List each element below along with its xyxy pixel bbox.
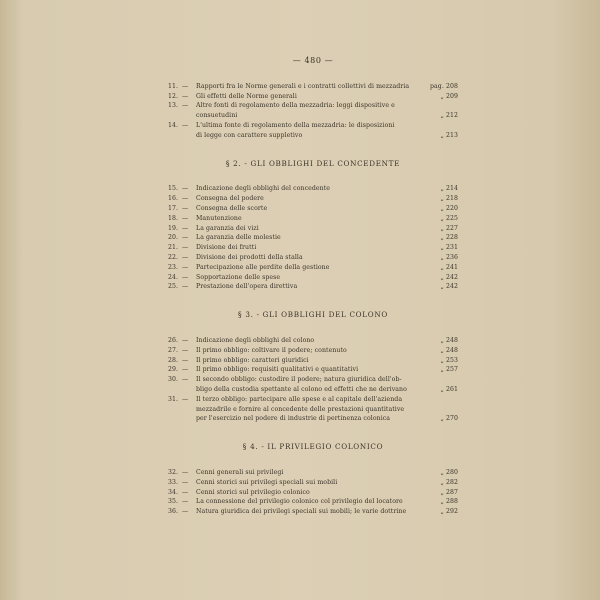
entry-dash: —: [182, 102, 189, 110]
entry-title: Partecipazione alle perdite della gestione: [196, 263, 330, 271]
entry-dash: —: [182, 376, 189, 384]
toc-entry: [168, 497, 458, 507]
entry-title: Divisione dei prodotti della stalla: [196, 253, 303, 261]
entry-dash: —: [182, 253, 189, 261]
toc-entry-line: [168, 194, 458, 204]
entry-dash: —: [182, 336, 189, 344]
entry-title: Il primo obbligo: requisiti qualitativi e quantitativi: [196, 366, 359, 374]
toc-entry: [168, 263, 458, 273]
entry-title: Altre fonti di regolamento della mezzadria: leggi dispositive e: [196, 102, 395, 110]
toc-entry-line: [168, 405, 458, 415]
toc-entry-line: [168, 101, 458, 111]
entry-title: consuetudini: [196, 112, 238, 120]
toc-entry-line: [168, 204, 458, 214]
toc-entry-line: [168, 214, 458, 224]
entry-page-ref: „ 220: [440, 204, 458, 212]
entry-page-ref: pag. 208: [430, 82, 458, 90]
toc-entry: [168, 365, 458, 375]
entry-number: 31.: [168, 395, 179, 403]
toc-entry: [168, 273, 458, 283]
toc-entry: [168, 468, 458, 478]
entry-dash: —: [182, 234, 189, 242]
entry-number: 29.: [168, 366, 179, 374]
entry-number: 13.: [168, 102, 179, 110]
toc-entry-line: [168, 356, 458, 366]
entry-title: Indicazione degli obblighi del concedente: [196, 185, 331, 193]
toc-entry-line: [168, 488, 458, 498]
toc-entry-line: [168, 111, 458, 121]
toc-entry: [168, 282, 458, 292]
entry-dash: —: [182, 356, 189, 364]
entry-number: 15.: [168, 185, 179, 193]
entry-number: 33.: [168, 478, 179, 486]
toc-entry: [168, 121, 458, 141]
toc-entry: [168, 184, 458, 194]
entry-title: Cenni storici sui privilegi speciali sui mobili: [196, 478, 338, 486]
entry-number: 30.: [168, 376, 179, 384]
entry-title: bligo della custodia spettante al colono ed effetti che ne derivano: [196, 385, 407, 393]
entry-dash: —: [182, 224, 189, 232]
toc-entry-line: [168, 385, 458, 395]
entry-title: Natura giuridica dei privilegi speciali sui mobili; le varie dottrine: [196, 508, 407, 516]
toc-entry: [168, 224, 458, 234]
toc-entry: [168, 507, 458, 517]
entry-number: 36.: [168, 508, 179, 516]
entry-title: Divisione dei frutti: [196, 244, 257, 252]
entry-dash: —: [182, 185, 189, 193]
entry-page-ref: „ 242: [440, 283, 458, 291]
entry-number: 27.: [168, 346, 179, 354]
toc-entry-line: [168, 282, 458, 292]
entry-dash: —: [182, 82, 189, 90]
entry-page-ref: „ 280: [440, 468, 458, 476]
entry-page-ref: „ 228: [440, 234, 458, 242]
entry-title: di legge con carattere suppletivo: [196, 131, 303, 139]
toc-entry: [168, 488, 458, 498]
entry-title: Il primo obbligo: coltivare il podere; contenuto: [196, 346, 347, 354]
toc-section: [168, 442, 458, 517]
entry-number: 21.: [168, 244, 179, 252]
entry-dash: —: [182, 273, 189, 281]
entry-page-ref: „ 213: [440, 131, 458, 139]
toc-entry-line: [168, 92, 458, 102]
entry-number: 22.: [168, 253, 179, 261]
toc-entry: [168, 346, 458, 356]
entry-page-ref: „ 248: [440, 346, 458, 354]
entry-page-ref: „ 248: [440, 336, 458, 344]
entry-dash: —: [182, 214, 189, 222]
entry-title: Indicazione degli obblighi del colono: [196, 336, 315, 344]
entry-page-ref: „ 209: [440, 92, 458, 100]
toc-sections: [168, 82, 458, 517]
entry-page-ref: „ 231: [440, 244, 458, 252]
section-heading: § 2. - GLI OBBLIGHI DEL CONCEDENTE: [225, 158, 401, 168]
entry-number: 28.: [168, 356, 179, 364]
toc-section: [168, 159, 458, 293]
entry-dash: —: [182, 468, 189, 476]
entry-dash: —: [182, 366, 189, 374]
entry-page-ref: „ 257: [440, 366, 458, 374]
toc-entry: [168, 194, 458, 204]
entry-title: Il secondo obbligo: custodire il podere; natura giuridica dell'ob-: [196, 376, 402, 384]
entry-page-ref: „ 270: [440, 415, 458, 423]
toc-entry: [168, 214, 458, 224]
entry-number: 11.: [168, 82, 179, 90]
entry-dash: —: [182, 508, 189, 516]
entry-dash: —: [182, 346, 189, 354]
entry-page-ref: „ 218: [440, 195, 458, 203]
entry-title: mezzadrile e fornire al concedente delle prestazioni quantitative: [196, 405, 405, 413]
toc-entry-line: [168, 346, 458, 356]
toc-entry-line: [168, 478, 458, 488]
toc-entry-line: [168, 507, 458, 517]
entry-number: 16.: [168, 195, 179, 203]
entry-dash: —: [182, 195, 189, 203]
entry-dash: —: [182, 244, 189, 252]
entry-page-ref: „ 241: [440, 263, 458, 271]
toc-entry-line: [168, 414, 458, 424]
entry-number: 17.: [168, 204, 179, 212]
entry-number: 14.: [168, 121, 179, 129]
entry-title: Gli effetti delle Norme generali: [196, 92, 297, 100]
entry-number: 12.: [168, 92, 179, 100]
toc-entry: [168, 356, 458, 366]
toc-entry: [168, 243, 458, 253]
entry-number: 19.: [168, 224, 179, 232]
entry-dash: —: [182, 488, 189, 496]
entry-dash: —: [182, 263, 189, 271]
entry-title: La connessione del privilegio colonico col privilegio del locatore: [196, 498, 403, 506]
entry-dash: —: [182, 478, 189, 486]
entry-number: 34.: [168, 488, 179, 496]
entry-title: L'ultima fonte di regolamento della mezzadria: le disposizioni: [196, 121, 395, 129]
toc-entry: [168, 233, 458, 243]
toc-section: [168, 82, 458, 141]
toc-entry: [168, 101, 458, 121]
entry-title: Manutenzione: [196, 214, 242, 222]
toc-entry: [168, 478, 458, 488]
toc-entry-line: [168, 184, 458, 194]
entry-dash: —: [182, 283, 189, 291]
entry-title: Consegna delle scorte: [196, 204, 268, 212]
section-heading: § 3. - GLI OBBLIGHI DEL COLONO: [238, 310, 388, 320]
entry-page-ref: „ 227: [440, 224, 458, 232]
toc-entry-line: [168, 468, 458, 478]
toc-entry-line: [168, 82, 458, 92]
toc-entry: [168, 204, 458, 214]
toc-entry: [168, 375, 458, 395]
toc-entry-line: [168, 395, 458, 405]
entry-page-ref: „ 292: [440, 508, 458, 516]
entry-title: La garanzia dei vizi: [196, 224, 259, 232]
entry-page-ref: „ 212: [440, 112, 458, 120]
entry-dash: —: [182, 498, 189, 506]
toc-entry-line: [168, 233, 458, 243]
entry-title: Il terzo obbligo: partecipare alle spese e al capitale dell'azienda: [196, 395, 403, 403]
entry-dash: —: [182, 92, 189, 100]
entry-title: Consegna del podere: [196, 195, 264, 203]
entry-title: La garanzia delle molestie: [196, 234, 281, 242]
entry-page-ref: „ 261: [440, 385, 458, 393]
entry-title: Cenni storici sul privilegio colonico: [196, 488, 310, 496]
entry-title: Il primo obbligo: caratteri giuridici: [196, 356, 309, 364]
entry-number: 32.: [168, 468, 179, 476]
entry-dash: —: [182, 204, 189, 212]
entry-dash: —: [182, 395, 189, 403]
toc-entry: [168, 336, 458, 346]
table-of-contents: [168, 56, 458, 519]
entry-page-ref: „ 282: [440, 478, 458, 486]
toc-entry-line: [168, 243, 458, 253]
toc-entry-line: [168, 131, 458, 141]
entry-page-ref: „ 214: [440, 185, 458, 193]
entry-number: 35.: [168, 498, 179, 506]
entry-dash: —: [182, 121, 189, 129]
entry-number: 20.: [168, 234, 179, 242]
toc-entry-line: [168, 365, 458, 375]
page-number: — 480 —: [292, 56, 334, 65]
toc-entry-line: [168, 263, 458, 273]
entry-page-ref: „ 287: [440, 488, 458, 496]
entry-number: 23.: [168, 263, 179, 271]
toc-entry-line: [168, 273, 458, 283]
toc-entry: [168, 92, 458, 102]
entry-title: Rapporti fra le Norme generali e i contratti collettivi di mezzadria: [196, 82, 410, 90]
entry-title: Prestazione dell'opera direttiva: [196, 283, 298, 291]
entry-number: 25.: [168, 283, 179, 291]
section-heading: § 4. - IL PRIVILEGIO COLONICO: [242, 442, 384, 452]
entry-title: Sopportazione delle spese: [196, 273, 281, 281]
entry-page-ref: „ 242: [440, 273, 458, 281]
entry-page-ref: „ 288: [440, 498, 458, 506]
entry-title: per l'esercizio nel podere di industrie di pertinenza colonica: [196, 415, 391, 423]
entry-title: Cenni generali sui privilegi: [196, 468, 284, 476]
toc-entry-line: [168, 253, 458, 263]
toc-entry-line: [168, 375, 458, 385]
toc-entry-line: [168, 121, 458, 131]
entry-number: 24.: [168, 273, 179, 281]
toc-entry-line: [168, 497, 458, 507]
entry-page-ref: „ 253: [440, 356, 458, 364]
entry-page-ref: „ 225: [440, 214, 458, 222]
entry-number: 18.: [168, 214, 179, 222]
toc-entry-line: [168, 224, 458, 234]
entry-number: 26.: [168, 336, 179, 344]
toc-entry: [168, 253, 458, 263]
toc-entry-line: [168, 336, 458, 346]
entry-page-ref: „ 236: [440, 253, 458, 261]
toc-entry: [168, 82, 458, 92]
toc-entry: [168, 395, 458, 424]
toc-section: [168, 310, 458, 424]
